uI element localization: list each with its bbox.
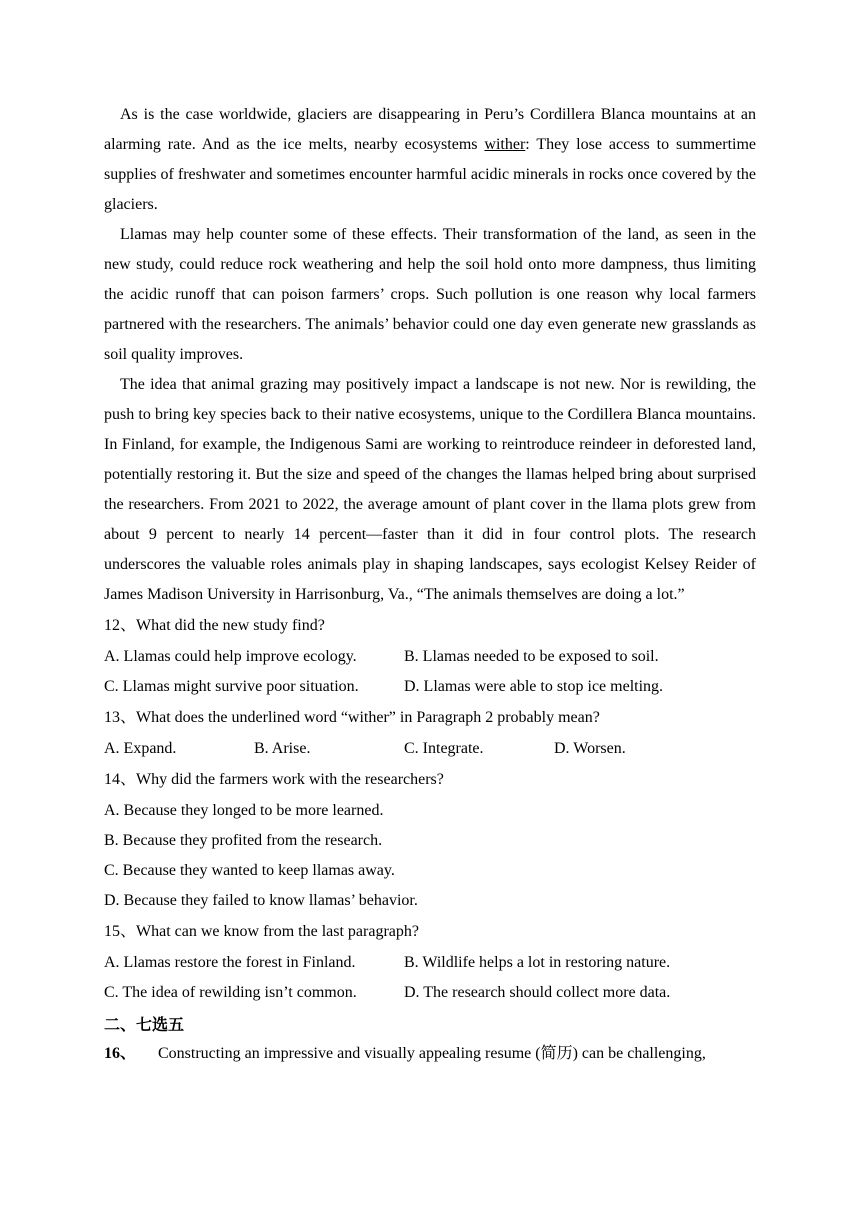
question-12-option-a: A. Llamas could help improve ecology.: [104, 648, 357, 665]
question-14-option-b: B. Because they profited from the research.: [104, 832, 383, 849]
question-15-stem: 15、What can we know from the last paragraph?: [104, 923, 419, 940]
question-16-text: Constructing an impressive and visually appealing resume (简历) can be challenging,: [158, 1045, 706, 1062]
question-16-number: 16、: [104, 1045, 137, 1062]
question-12-options-row-2: [104, 672, 756, 702]
question-13-option-d: D. Worsen.: [554, 740, 626, 757]
question-14: [104, 764, 756, 916]
question-12-options-row-1: [104, 642, 756, 672]
question-14-option-c: C. Because they wanted to keep llamas away.: [104, 862, 395, 879]
question-15-option-b: B. Wildlife helps a lot in restoring nature.: [404, 954, 671, 971]
question-12-stem: 12、What did the new study find?: [104, 617, 325, 634]
question-13-options: [104, 734, 756, 764]
passage-paragraph-2: Llamas may help counter some of these effects. Their transformation of the land, as seen in the new study, could reduce rock weathering and help the soil hold onto more dampness, thus limiting the acidic runoff that can poison farmers’ crops. Such pollution is one reason why local farmers partnered with the researchers. The animals’ behavior could one day even generate new grasslands as soil quality improves.: [104, 226, 756, 363]
passage-paragraph-3: The idea that animal grazing may positively impact a landscape is not new. Nor is rewilding, the push to bring key species back to their native ecosystems, unique to the Cordillera Blanca mountains. In Finland, for example, the Indigenous Sami are working to reintroduce reindeer in deforested land, potentially restoring it. But the size and speed of the changes the llamas helped bring about surprised the researchers. From 2021 to 2022, the average amount of plant cover in the llama plots grew from about 9 percent to nearly 14 percent—faster than it did in four control plots. The research underscores the valuable roles animals play in shaping landscapes, says ecologist Kelsey Reider of James Madison University in Harrisonburg, Va., “The animals themselves are doing a lot.”: [104, 376, 756, 603]
question-15-options-row-1: [104, 948, 756, 978]
question-15-option-a: A. Llamas restore the forest in Finland.: [104, 954, 356, 971]
question-12-option-c: C. Llamas might survive poor situation.: [104, 678, 359, 695]
question-15-option-c: C. The idea of rewilding isn’t common.: [104, 984, 357, 1001]
question-14-option-a: A. Because they longed to be more learned.: [104, 802, 384, 819]
question-13-stem: 13、What does the underlined word “wither” in Paragraph 2 probably mean?: [104, 709, 600, 726]
p1-text-before: As is the case worldwide, glaciers are disappearing in Peru’s Cordillera Blanca mountains at an alarming rate. And as the ice melts, nearby ecosystems: [104, 106, 756, 153]
question-13-option-c: C. Integrate.: [404, 740, 484, 757]
question-14-stem: 14、Why did the farmers work with the researchers?: [104, 771, 444, 788]
question-13-option-a: A. Expand.: [104, 740, 177, 757]
question-12-option-b: B. Llamas needed to be exposed to soil.: [404, 648, 659, 665]
question-13: [104, 702, 756, 764]
question-16: [104, 1040, 756, 1068]
document-page: [104, 100, 756, 1068]
question-15: [104, 916, 756, 1008]
underlined-word-wither: wither: [484, 136, 526, 153]
question-15-options-row-2: [104, 978, 756, 1008]
question-15-option-d: D. The research should collect more data.: [404, 984, 671, 1001]
p1-text-after: : They lose access to summertime supplies of freshwater and sometimes encounter harmful acidic minerals in rocks once covered by the glaciers.: [104, 136, 757, 213]
passage-paragraph-1: [104, 100, 756, 220]
question-13-option-b: B. Arise.: [254, 740, 311, 757]
question-14-option-d: D. Because they failed to know llamas’ behavior.: [104, 892, 418, 909]
question-12-option-d: D. Llamas were able to stop ice melting.: [404, 678, 664, 695]
section-heading: 二、七选五: [104, 1015, 185, 1034]
question-12: [104, 610, 756, 702]
